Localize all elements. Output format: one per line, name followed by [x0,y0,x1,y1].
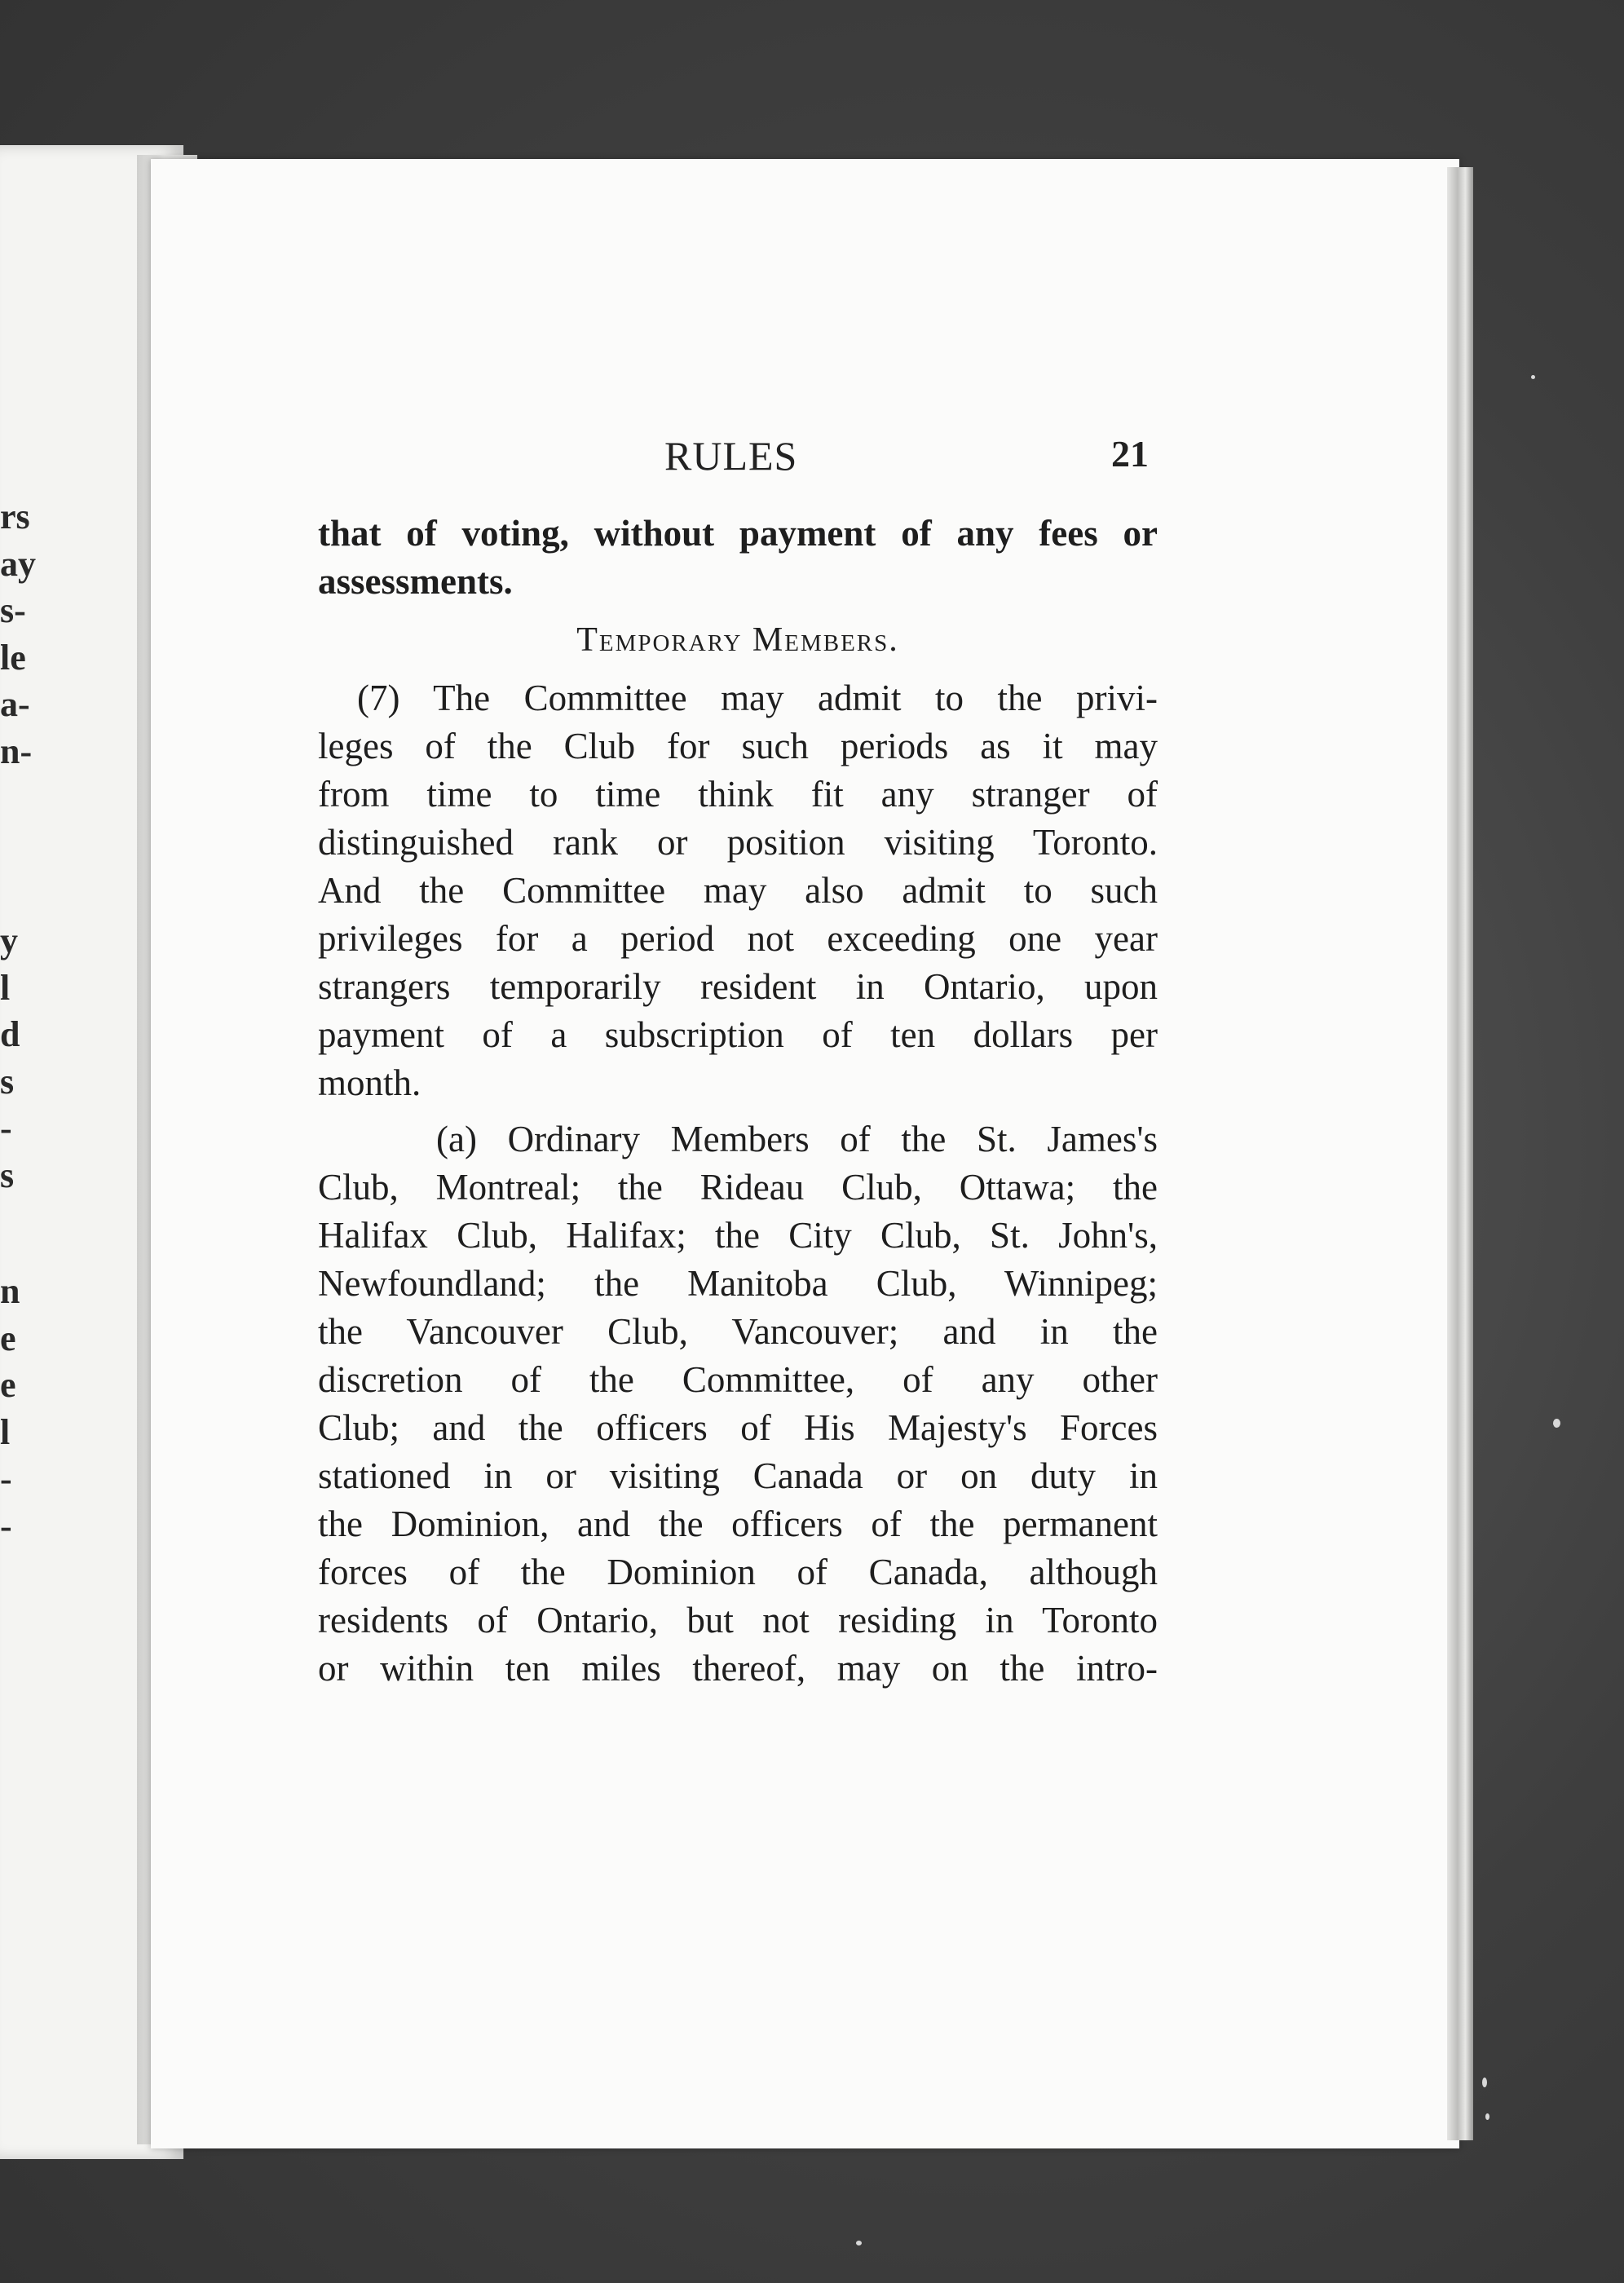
text-line: payment of a subscription of ten dollars per [318,1014,1158,1055]
left-page-fragment: - [0,1459,12,1499]
left-page-fragment: s [0,1062,15,1102]
left-page-fragment: e [0,1365,16,1405]
left-page-fragment: e [0,1318,16,1358]
text-line: And the Committee may also admit to such [318,870,1158,911]
text-line: forces of the Dominion of Canada, although [318,1552,1158,1592]
left-page-fragment: l [0,968,11,1008]
left-page-fragment: l [0,1412,11,1452]
text-line: strangers temporarily resident in Ontario, upon [318,966,1158,1007]
text-line: the Dominion, and the officers of the permanent [318,1504,1158,1544]
left-page-fragment: le [0,638,26,678]
text-line: distinguished rank or position visiting Toronto. [318,822,1158,863]
paragraph-7 [318,674,1158,1107]
text-line: stationed in or visiting Canada or on duty in [318,1455,1158,1496]
text-line: privileges for a period not exceeding one year [318,918,1158,959]
text-line: assessments. [318,561,513,602]
text-line: the Vancouver Club, Vancouver; and in the [318,1311,1158,1352]
dust-speck [1553,1419,1560,1428]
left-page-fragment: d [0,1014,20,1054]
left-page-fragment: s- [0,590,26,630]
dust-speck [856,2241,862,2245]
text-line: Halifax Club, Halifax; the City Club, St. John's, [318,1215,1158,1256]
left-page-fragment: s [0,1155,15,1195]
text-line: month. [318,1062,421,1103]
text-line: discretion of the Committee, of any other [318,1359,1158,1400]
text-line: Club; and the officers of His Majesty's Forces [318,1407,1158,1448]
running-head-title: RULES [664,433,798,479]
body-text [318,510,1158,1693]
text-line: residents of Ontario, but not residing in Toronto [318,1600,1158,1640]
text-line: from time to time think fit any stranger of [318,774,1158,815]
left-page-fragment: n [0,1271,20,1311]
dust-speck [1485,2113,1489,2120]
running-head [0,432,1624,489]
section-heading: Temporary Members. [576,621,899,659]
left-page-fragment: n- [0,731,33,771]
left-page-fragment: ay [0,544,36,584]
left-page-fragment: - [0,1506,12,1546]
dust-speck [1531,375,1535,379]
text-line: (a) Ordinary Members of the St. James's [436,1119,1158,1159]
left-page-fragment: a- [0,684,30,724]
left-page-fragment: rs [0,497,30,537]
text-line: Newfoundland; the Manitoba Club, Winnipeg; [318,1263,1158,1304]
text-line: leges of the Club for such periods as it may [318,726,1158,766]
dust-speck [1482,2078,1487,2087]
text-line: (7) The Committee may admit to the privi- [357,678,1158,718]
text-line: that of voting, without payment of any fees or [318,513,1158,554]
text-line: or within ten miles thereof, may on the intro- [318,1648,1158,1689]
page-number: 21 [1111,433,1149,475]
left-page-fragment: - [0,1108,12,1148]
text-line: Club, Montreal; the Rideau Club, Ottawa; the [318,1167,1158,1208]
left-page-fragment: y [0,921,18,960]
paragraph-a [318,1115,1158,1693]
